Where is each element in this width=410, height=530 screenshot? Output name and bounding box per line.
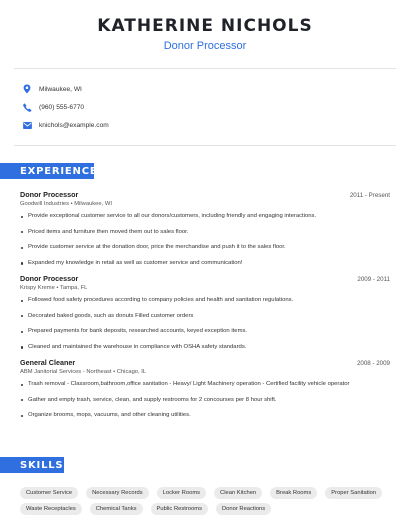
skills-row [20,487,390,499]
job-bullet: Prepared payments for bank deposits, researched accounts, keyed exception items. [20,328,390,335]
job-employer: Goodwill Industries • Milwaukee, WI [20,201,112,207]
skill-chip: Waste Receptacles [20,503,82,515]
contact-phone [22,102,84,112]
skills-heading: SKILLS [0,457,64,473]
job-entry [20,274,390,359]
job-bullet: Followed food safety procedures according to company policies and health and sanitation regulations. [20,297,390,304]
skill-chip: Donor Reactions [216,503,271,515]
location-pin-icon [22,84,32,94]
job-bullet: Organize brooms, mops, vacuums, and other cleaning utilities. [20,412,390,419]
job-bullet: Decorated baked goods, such as donuts Filled customer orders [20,313,390,320]
job-location: Milwaukee, WI [74,201,112,207]
job-entry [20,358,390,428]
job-dates: 2008 - 2009 [356,360,390,367]
skill-chip: Break Rooms [270,487,317,499]
job-employer: ABM Janitorial Services - Northeast • Chicago, IL [20,369,147,375]
job-bullet: Gather and empty trash, service, clean, and supply restrooms for 2 concourses per 8 hour shift. [20,397,390,404]
skill-chip: Customer Service [20,487,78,499]
phone-icon [22,102,32,112]
contact-location [22,84,82,94]
skill-chip: Clean Kitchen [214,487,262,499]
contact-email-text: knichols@example.com [39,121,109,129]
skill-chip: Proper Sanitation [325,487,382,499]
job-company: Krispy Kreme [20,285,55,291]
job-bullets [20,381,390,419]
skill-chip: Locker Rooms [157,487,206,499]
contact-email [22,120,109,130]
job-bullet: Provide exceptional customer service to all our donors/customers, including friendly and engaging interactions. [20,213,390,220]
job-role: General Cleaner [20,358,76,367]
job-role: Donor Processor [20,274,79,283]
job-company: ABM Janitorial Services - Northeast [20,369,112,375]
job-bullets [20,297,390,351]
job-bullet: Expanded my knowledge in retail as well as customer service and communication! [20,260,390,267]
job-bullet: Cleaned and maintained the warehouse in compliance with OSHA safety standards. [20,344,390,351]
job-location: Chicago, IL [116,369,147,375]
job-employer: Krispy Kreme • Tampa, FL [20,285,88,291]
skill-chip: Public Restrooms [151,503,208,515]
candidate-title: Donor Processor [163,40,247,52]
job-bullet: Priced items and furniture then moved them out to sales floor. [20,229,390,236]
contact-location-text: Milwaukee, WI [39,85,82,93]
skills-row [20,503,390,515]
job-dates: 2011 - Present [349,192,390,199]
job-company: Goodwill Industries [20,201,69,207]
job-bullet: Trash removal - Classroom,bathroom,office sanitation - Heavy/ Light Machinery operation - Certified facility vehicle operator [20,381,390,388]
header-divider [14,68,396,69]
job-location: Tampa, FL [59,285,88,291]
skill-chip: Necessary Records [86,487,149,499]
envelope-icon [22,120,32,130]
contact-phone-text: (960) 555-6770 [39,103,85,111]
skills-list [20,487,390,519]
job-entry [20,190,390,275]
job-bullets [20,213,390,267]
contact-divider [14,145,396,146]
job-dates: 2009 - 2011 [357,276,390,283]
experience-heading: EXPERIENCE [0,163,94,179]
skill-chip: Chemical Tanks [90,503,143,515]
job-bullet: Provide customer service at the donation door, price the merchandise and push it to the sales floor. [20,244,390,251]
candidate-name: KATHERINE NICHOLS [97,16,313,36]
job-role: Donor Processor [20,190,79,199]
